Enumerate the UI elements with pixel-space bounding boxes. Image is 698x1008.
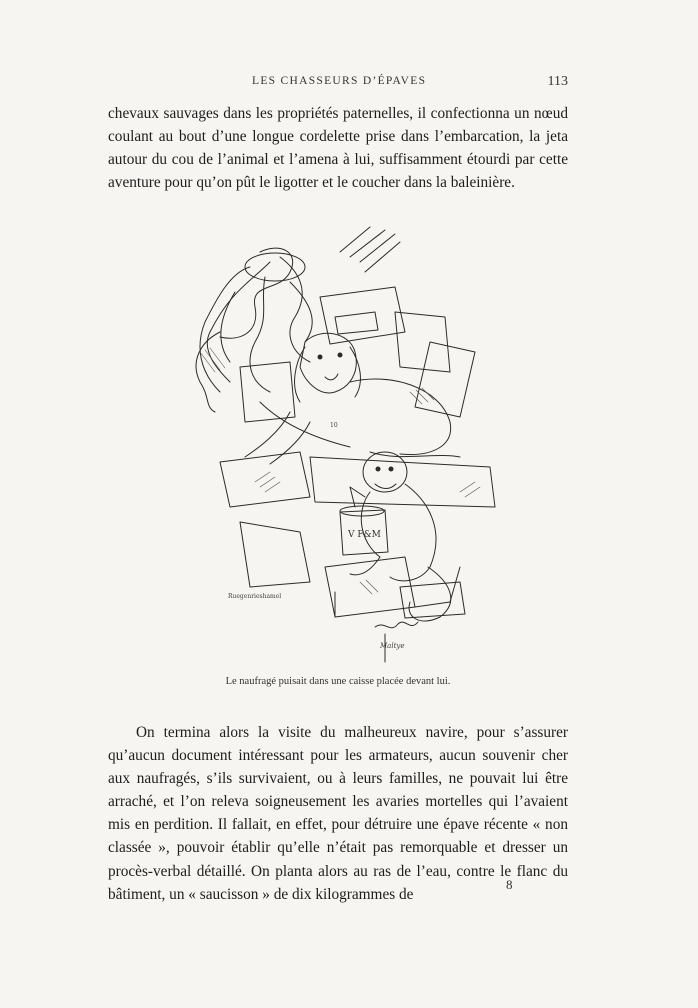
- running-head: [108, 75, 568, 93]
- paragraph-continued: chevaux sauvages dans les propriétés paternelles, il confectionna un nœud coulant au bout d’une longue cordelette prise dans l’embarcation, la jeta autour du cou de l’animal et l’amena à lui, suffisamment étourdi par cette aventure pour qu’on pût le ligotter et le coucher dans la baleinière.: [108, 105, 568, 192]
- ropes-sketch: [196, 227, 400, 412]
- running-title: LES CHASSEURS D’ÉPAVES: [252, 75, 427, 87]
- crate-marking: 10: [330, 422, 338, 429]
- illustration-caption: Le naufragé puisait dans une caisse placée devant lui.: [225, 676, 451, 687]
- paragraph: On termina alors la visite du malheureux navire, pour s’assurer qu’aucun document intéressant pour les armateurs, aucun souvenir cher aux naufragés, s’ils survivaient, ou à leurs familles, ne pouvait lui être arraché, et l’on releva soigneusement les avaries mortelles qui l’avaient mis en perdition. Il fallait, en effet, pour détruire une épave récente « non classée », pouvoir établir qu’elle n’était pas remorquable et dresser un procès-verbal détaillé. On planta alors au ras de l’eau, contre le flanc du bâtiment, un « saucisson » de dix kilogrammes de: [108, 724, 568, 903]
- tin-label: V F&M: [348, 530, 381, 540]
- sheet-signature: 8: [506, 877, 513, 892]
- artist-signature: Ruegenrieshamel: [228, 593, 282, 600]
- page-number: 113: [547, 74, 568, 89]
- crates-sketch: [220, 287, 495, 618]
- illustration-dog-and-monkey: [160, 222, 500, 670]
- artist-monogram: Maltye: [380, 642, 405, 650]
- engraving-drawing: [160, 222, 500, 670]
